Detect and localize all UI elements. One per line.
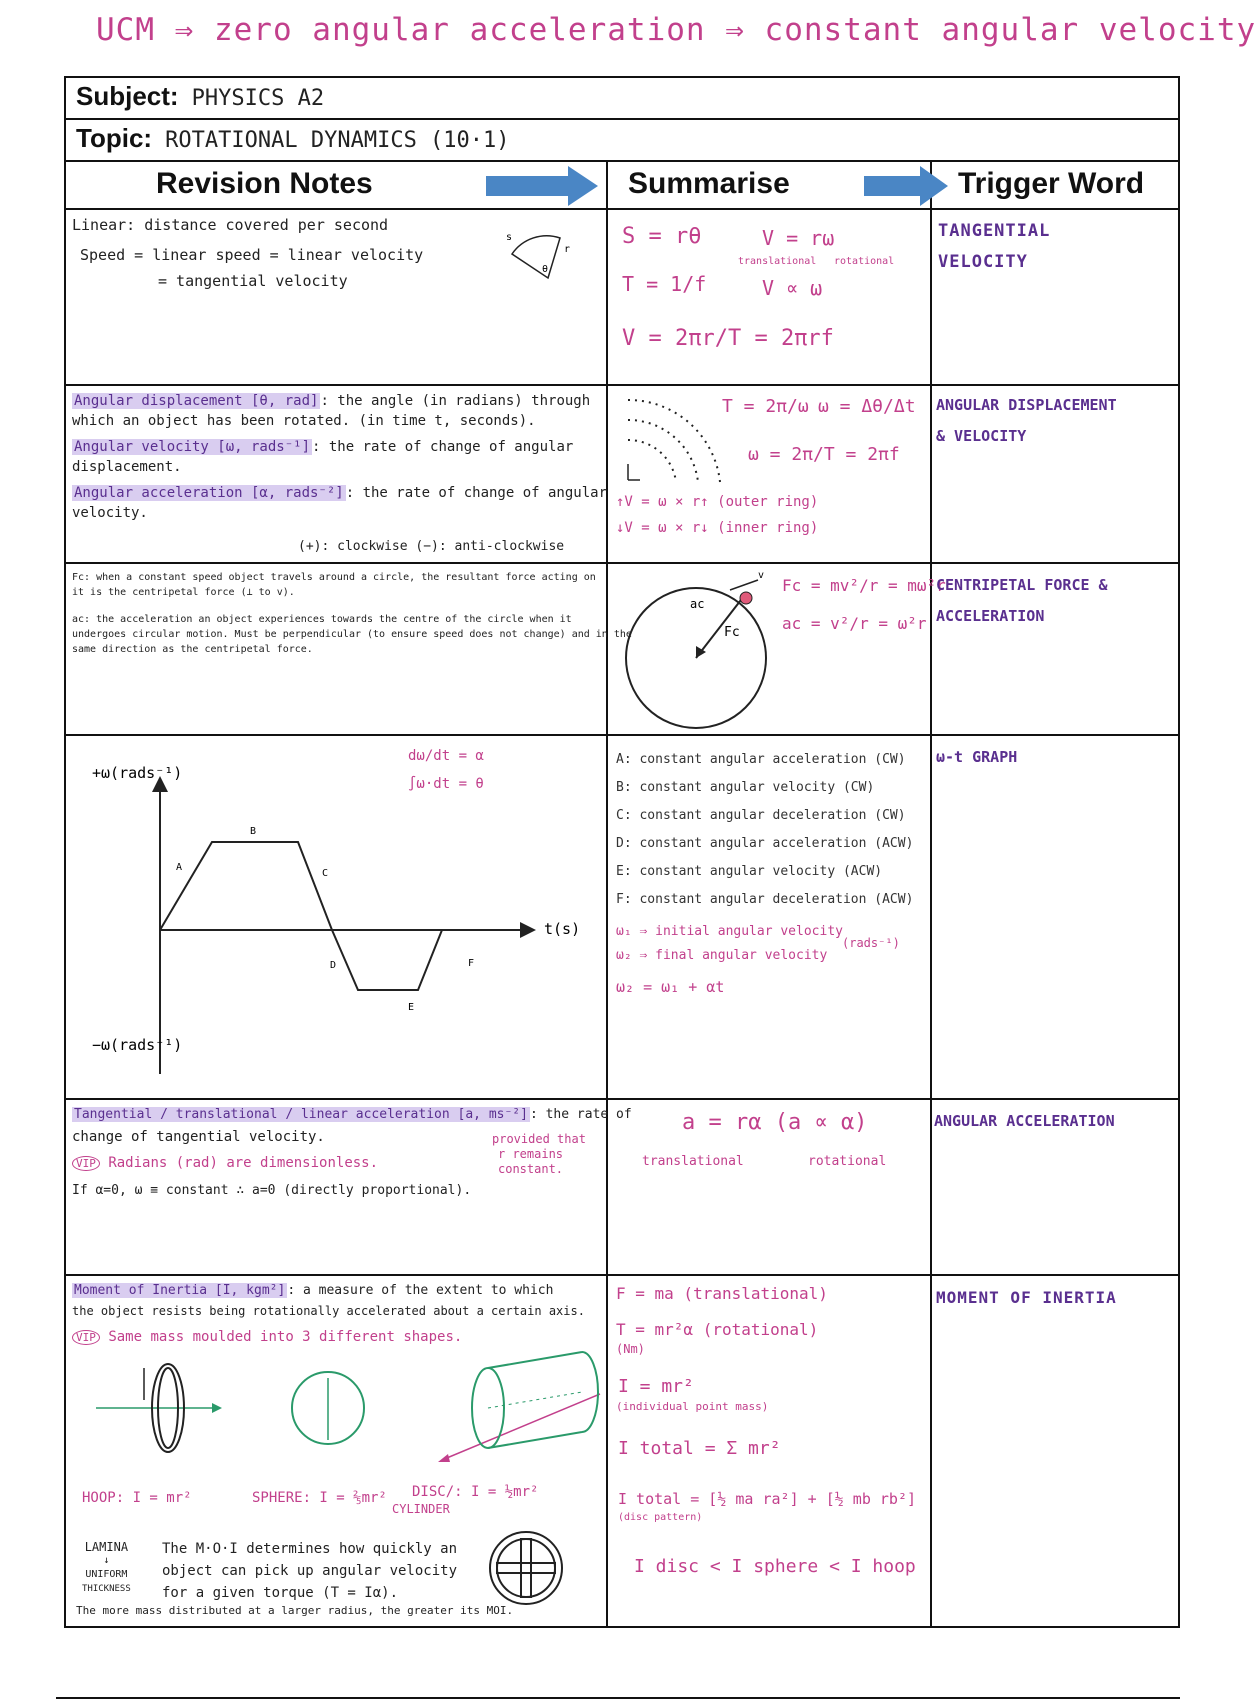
row2-notes: [72, 390, 608, 558]
proviso-line-3: constant.: [498, 1162, 564, 1176]
sketch-s-label: s: [506, 232, 513, 243]
angular-velocity-term: Angular velocity [ω, rads⁻¹]: [74, 439, 311, 455]
total-moi-sum: I total = Σ mr²: [618, 1438, 781, 1459]
point-e-label: E: [408, 1002, 415, 1013]
moi-explanation-2: object can pick up angular velocity: [162, 1563, 458, 1579]
omega-frequency-equation: ω = 2π/T = 2πf: [748, 444, 900, 465]
vip-shapes-line: [72, 1326, 462, 1349]
inner-ring-note: ↓V = ω × r↓ (inner ring): [616, 520, 819, 536]
centripetal-force-def-2: it is the centripetal force (⊥ to v).: [72, 587, 295, 598]
row3-summary: [612, 568, 946, 730]
tangential-velocity-note: = tangential velocity: [158, 272, 348, 290]
subject-value: PHYSICS A2: [191, 86, 325, 111]
velocity-label: v: [758, 570, 765, 581]
row6-trigger: MOMENT OF INERTIA: [936, 1288, 1117, 1307]
centripetal-acc-equation: ac = v²/r = ω²r: [782, 614, 927, 633]
angular-acceleration-def-2: velocity.: [72, 505, 148, 521]
rotational-label: rotational: [834, 256, 895, 267]
topic-label: Topic:: [76, 123, 153, 153]
translational-label: translational: [738, 256, 817, 267]
row5-summary: [612, 1104, 926, 1270]
point-mass-note: (individual point mass): [616, 1400, 769, 1413]
row2-trigger: ANGULAR DISPLACEMENT & VELOCITY: [936, 396, 1117, 445]
proviso-line-2: r remains: [498, 1147, 564, 1161]
point-mass-moi: I = mr²: [618, 1376, 694, 1397]
tangential-acc-line: [72, 1104, 632, 1126]
moi-ordering: I disc < I sphere < I hoop: [634, 1556, 916, 1577]
period-omega-equation: T = 2π/ω: [722, 396, 809, 417]
arrow-right-icon: [484, 164, 600, 208]
linear-angular-acc-equation: a = rα (a ∝ α): [682, 1110, 868, 1135]
omega-unit-note: (rads⁻¹): [842, 936, 900, 950]
concentric-rings-icon: [616, 394, 726, 484]
point-c-label: C: [322, 868, 329, 879]
row4-trigger: ω-t GRAPH: [936, 748, 1018, 766]
moi-explanation-1: The M·O·I determines how quickly an: [162, 1541, 458, 1557]
ac-label: ac: [690, 597, 705, 611]
speed-equation: V = 2πr/T = 2πrf: [622, 326, 834, 351]
derivative-equation: dω/dt = α: [408, 748, 484, 764]
initial-omega-note: ω₁ ⇒ initial angular velocity: [616, 924, 843, 939]
revision-table: [64, 76, 1180, 1628]
subject-label: Subject:: [76, 81, 179, 111]
tangential-acc-def: : the rate of: [529, 1107, 632, 1122]
row3-notes: [72, 568, 632, 730]
segment-e: E: constant angular velocity (ACW): [616, 864, 883, 879]
sphere-formula: SPHERE: I = ⅖mr²: [252, 1490, 387, 1506]
topic-value: ROTATIONAL DYNAMICS (10·1): [165, 128, 510, 153]
point-f-label: F: [468, 958, 475, 969]
centripetal-acc-def-2: undergoes circular motion. Must be perpendicular (to ensure speed does not change) and in the: [72, 629, 632, 640]
proviso-line-1: provided that: [492, 1132, 586, 1146]
proviso-note: [492, 1132, 586, 1177]
proportional-equation: V ∝ ω: [762, 276, 823, 300]
outer-ring-note: ↑V = ω × r↑ (outer ring): [616, 494, 819, 510]
angular-acceleration-line: [72, 482, 607, 504]
segment-b: B: constant angular velocity (CW): [616, 780, 875, 795]
integral-equation: ∫ω·dt = θ: [408, 776, 484, 792]
condition-note: If α=0, ω ≡ constant ∴ a=0 (directly proportional).: [72, 1183, 472, 1198]
row2-summary: [612, 390, 926, 558]
row6-summary: [612, 1280, 926, 1624]
row5-notes: [72, 1104, 632, 1270]
moi-explanation-3: for a given torque (T = Iα).: [162, 1585, 399, 1601]
row4-summary: [612, 740, 926, 1094]
row5-trigger: ANGULAR ACCELERATION: [934, 1112, 1115, 1130]
x-axis-label: t(s): [544, 920, 581, 938]
mass-distribution-footer: The more mass distributed at a larger radius, the greater its MOI.: [76, 1604, 514, 1617]
centripetal-acc-def-3: same direction as the centripetal force.: [72, 644, 313, 655]
moi-def: : a measure of the extent to which: [287, 1283, 554, 1298]
segment-f: F: constant angular deceleration (ACW): [616, 892, 914, 907]
angular-velocity-def: : the rate of change of angular: [312, 439, 574, 455]
translational-acc-label: translational: [642, 1154, 744, 1169]
lamina-label: LAMINA: [84, 1540, 129, 1554]
segment-a: A: constant angular acceleration (CW): [616, 752, 906, 767]
disc-pattern-note: (disc pattern): [618, 1512, 703, 1523]
point-a-label: A: [176, 862, 183, 873]
angular-displacement-def: : the angle (in radians) through: [320, 393, 591, 409]
topic-row: [76, 123, 510, 154]
bottom-rule: [56, 1697, 1180, 1699]
row1-trigger: TANGENTIAL VELOCITY: [938, 221, 1051, 272]
moi-def-2: the object resists being rotationally accelerated about a certain axis.: [72, 1304, 585, 1318]
arrow-right-icon: [862, 164, 950, 208]
omega-kinematic-equation: ω₂ = ω₁ + αt: [616, 978, 725, 996]
y-negative-label: −ω(rads⁻¹): [92, 1036, 183, 1054]
graph-segment-list: [616, 746, 913, 914]
tangential-acc-def-2: change of tangential velocity.: [72, 1129, 325, 1145]
centripetal-force-equation: Fc = mv²/r = mω²r: [782, 576, 946, 595]
angular-acceleration-def: : the rate of change of angular: [345, 485, 608, 501]
sketch-theta-label: θ: [542, 264, 549, 275]
y-positive-label: +ω(rads⁻¹): [92, 764, 183, 782]
column-header-summarise: Summarise: [628, 167, 790, 200]
thickness-label: THICKNESS: [82, 1584, 131, 1594]
fc-label: Fc: [724, 625, 740, 640]
cylinder-label: CYLINDER: [392, 1502, 450, 1516]
angular-acceleration-term: Angular acceleration [α, rads⁻²]: [74, 485, 344, 501]
moi-term: Moment of Inertia [I, kgm²]: [74, 1283, 286, 1298]
linear-definition: Linear: distance covered per second: [72, 216, 389, 234]
newton-second-law: F = ma (translational): [616, 1284, 828, 1303]
vip-badge: VIP: [72, 1330, 100, 1345]
angular-velocity-def-2: displacement.: [72, 459, 182, 475]
row4-notes: [72, 740, 602, 1094]
segment-d: D: constant angular acceleration (ACW): [616, 836, 914, 851]
uniform-label: UNIFORM: [85, 1569, 128, 1580]
vip-shapes-text: Same mass moulded into 3 different shapes.: [108, 1329, 463, 1345]
column-header-trigger: Trigger Word: [958, 167, 1145, 200]
row1-summary: [612, 214, 926, 380]
vip-radians-line: [72, 1152, 378, 1175]
centripetal-force-def-1: Fc: when a constant speed object travels around a circle, the resultant force acting on: [72, 572, 596, 583]
speed-definition: Speed = linear speed = linear velocity: [80, 246, 424, 264]
angular-displacement-line: [72, 390, 590, 412]
lamina-note: LAMINA ↓ UNIFORM THICKNESS: [82, 1540, 131, 1594]
moi-line: [72, 1280, 553, 1302]
circular-motion-diagram: [612, 568, 792, 730]
row6-notes: [72, 1280, 602, 1624]
angular-displacement-def-2: which an object has been rotated. (in time t, seconds).: [72, 413, 536, 429]
omega-time-graph: [72, 740, 602, 1094]
segment-c: C: constant angular deceleration (CW): [616, 808, 906, 823]
row1-notes: [72, 214, 602, 380]
hoop-formula: HOOP: I = mr²: [82, 1490, 192, 1506]
sector-sketch-icon: [502, 224, 582, 284]
total-moi-disc: I total = [½ ma ra²] + [½ mb rb²]: [618, 1490, 917, 1508]
rotational-acc-label: rotational: [808, 1154, 887, 1169]
torque-unit: (Nm): [616, 1342, 645, 1356]
column-header-notes: Revision Notes: [156, 167, 373, 200]
arc-length-equation: S = rθ: [622, 224, 702, 249]
period-equation: T = 1/f: [622, 272, 707, 296]
point-b-label: B: [250, 826, 257, 837]
final-omega-note: ω₂ ⇒ final angular velocity: [616, 948, 828, 963]
vip-radians-text: Radians (rad) are dimensionless.: [108, 1155, 379, 1171]
sign-convention: (+): clockwise (−): anti-clockwise: [298, 539, 565, 554]
omega-definition-equation: ω = Δθ/Δt: [818, 396, 916, 417]
sketch-r-label: r: [564, 244, 571, 255]
disc-formula: DISC/: I = ½mr²: [412, 1484, 539, 1500]
moi-explanation: [162, 1538, 457, 1604]
shape-drawings: [72, 1348, 602, 1488]
angular-velocity-line: [72, 436, 573, 458]
headline-note: UCM ⇒ zero angular acceleration ⇒ constant angular velocity: [96, 12, 1256, 48]
disc-pattern-icon: [476, 1528, 576, 1608]
row3-trigger: CENTRIPETAL FORCE & ACCELERATION: [936, 576, 1108, 625]
tangential-acc-term: Tangential / translational / linear acceleration [a, ms⁻²]: [74, 1107, 528, 1122]
centripetal-acc-def-1: ac: the acceleration an object experiences towards the centre of the circle when it: [72, 614, 572, 625]
point-d-label: D: [330, 960, 337, 971]
torque-equation: T = mr²α (rotational): [616, 1320, 819, 1339]
subject-row: [76, 81, 324, 112]
vip-badge: VIP: [72, 1156, 100, 1171]
v-omega-equation: V = rω: [762, 226, 835, 250]
angular-displacement-term: Angular displacement [θ, rad]: [74, 393, 319, 409]
